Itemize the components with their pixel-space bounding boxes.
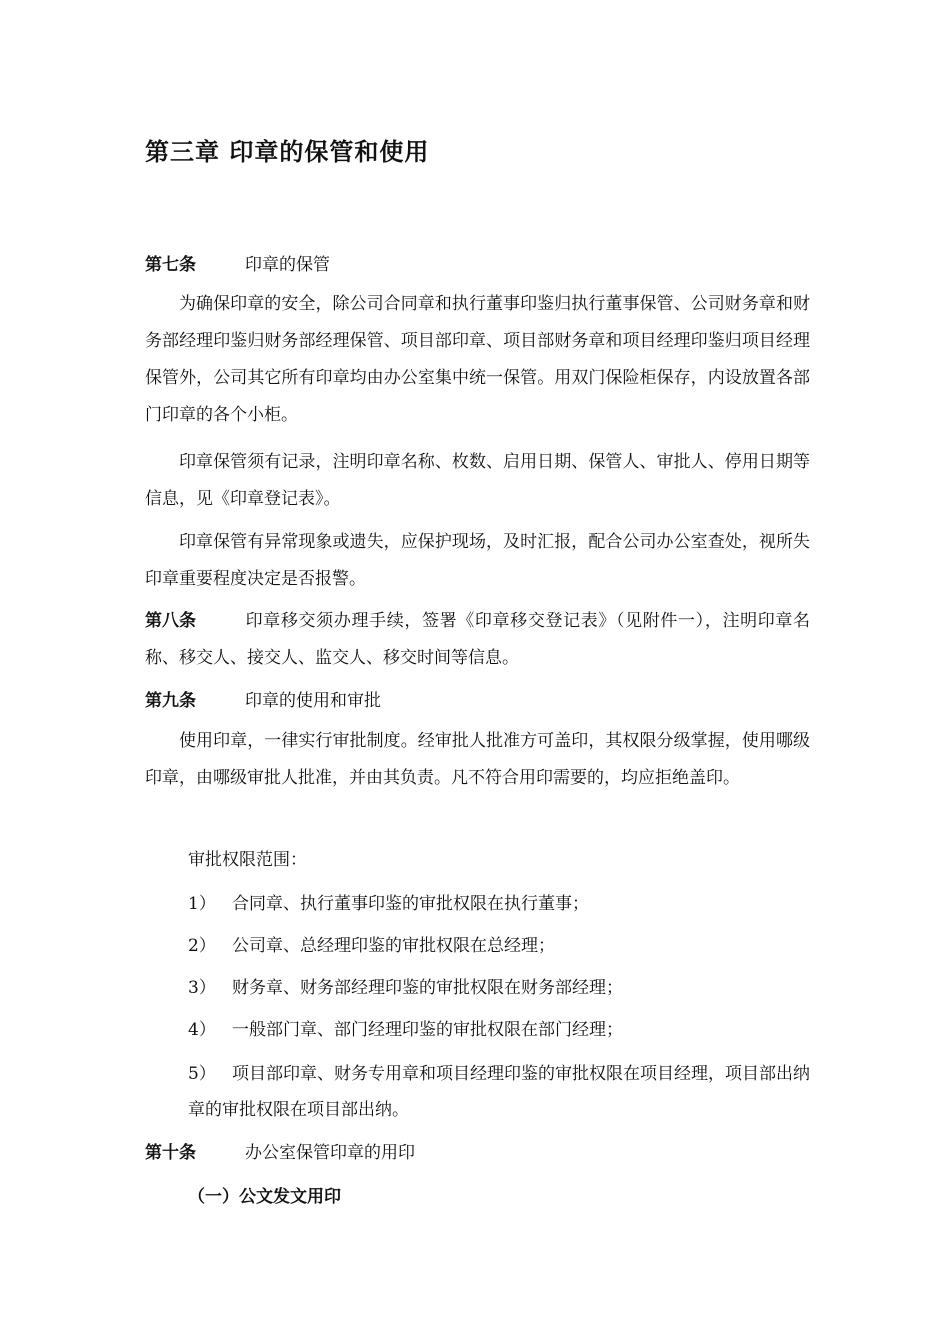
article-9-heading xyxy=(145,683,381,719)
article-10-subheading-1: （一）公文发文用印 xyxy=(188,1187,341,1207)
article-9-paragraph-1: 使用印章，一律实行审批制度。经审批人批准方可盖印，其权限分级掌握，使用哪级印章，由哪级审批人批准，并由其负责。凡不符合用印需要的，均应拒绝盖印。 xyxy=(145,731,810,788)
article-10-label: 第十条 xyxy=(145,1143,196,1163)
item-text: 财务章、财务部经理印鉴的审批权限在财务部经理； xyxy=(232,978,623,998)
article-8 xyxy=(145,603,810,677)
article-9-label: 第九条 xyxy=(145,691,196,711)
item-text: 公司章、总经理印鉴的审批权限在总经理； xyxy=(232,936,555,956)
item-number: 2） xyxy=(188,936,216,956)
article-9-title: 印章的使用和审批 xyxy=(245,691,381,711)
article-7-heading xyxy=(145,247,330,283)
approval-item xyxy=(188,928,810,964)
article-7-paragraph-3: 印章保管有异常现象或遗失，应保护现场，及时汇报，配合公司办公室查处，视所失印章重要程度决定是否报警。 xyxy=(145,532,810,589)
item-number: 3） xyxy=(188,978,216,998)
article-8-label: 第八条 xyxy=(145,611,196,631)
approval-item xyxy=(188,1012,810,1048)
approval-item xyxy=(188,886,810,922)
item-number: 4） xyxy=(188,1020,216,1040)
article-10-heading xyxy=(145,1135,415,1171)
item-number: 1） xyxy=(188,894,216,914)
approval-scope-title: 审批权限范围： xyxy=(188,850,307,870)
article-7-paragraph-2: 印章保管须有记录，注明印章名称、枚数、启用日期、保管人、审批人、停用日期等信息，见《印章登记表》。 xyxy=(145,452,810,509)
item-text: 合同章、执行董事印鉴的审批权限在执行董事； xyxy=(232,894,589,914)
article-7-label: 第七条 xyxy=(145,255,196,275)
article-8-text: 印章移交须办理手续，签署《印章移交登记表》（见附件一），注明印章名称、移交人、接交人、监交人、移交时间等信息。 xyxy=(145,611,810,668)
article-10-title: 办公室保管印章的用印 xyxy=(245,1143,415,1163)
approval-item xyxy=(188,1056,810,1128)
item-text: 一般部门章、部门经理印鉴的审批权限在部门经理； xyxy=(232,1020,623,1040)
article-7-paragraph-1: 为确保印章的安全，除公司合同章和执行董事印鉴归执行董事保管、公司财务章和财务部经理印鉴归财务部经理保管、项目部印章、项目部财务章和项目经理印鉴归项目经理保管外，公司其它所有印章均由办公室集中统一保管。用双门保险柜保存，内设放置各部门印章的各个小柜。 xyxy=(145,294,810,425)
article-7-title: 印章的保管 xyxy=(245,255,330,275)
approval-item xyxy=(188,970,810,1006)
chapter-title: 第三章 印章的保管和使用 xyxy=(145,138,430,166)
item-text: 项目部印章、财务专用章和项目经理印鉴的审批权限在项目经理，项目部出纳章的审批权限在项目部出纳。 xyxy=(188,1064,810,1120)
item-number: 5） xyxy=(188,1064,216,1084)
